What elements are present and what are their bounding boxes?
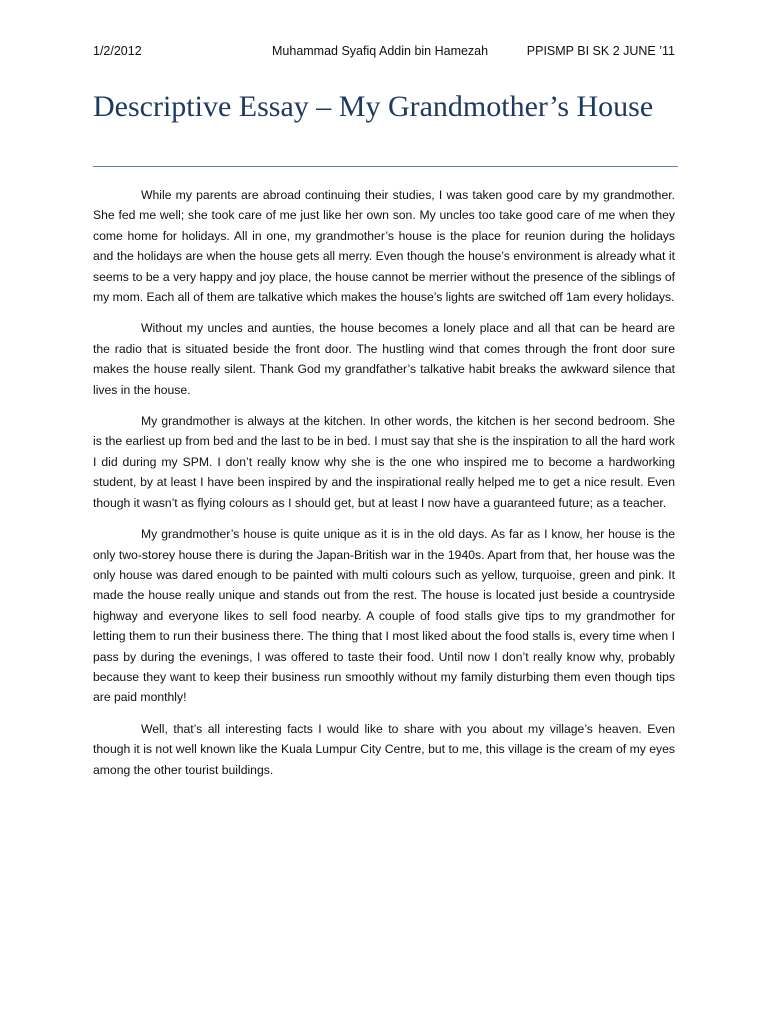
title-underline bbox=[93, 166, 678, 167]
paragraph-5: Well, that’s all interesting facts I would like to share with you about my village’s heaven. Even though it is not well known like the Kuala Lumpur City Centre, but to me, this village is the cream of my eyes among the other tourist buildings. bbox=[93, 721, 675, 777]
paragraph-4: My grandmother’s house is quite unique as it is in the old days. As far as I know, her house is the only two-storey house there is during the Japan-British war in the 1940s. Apart from that, her house was the only house was dared enough to be painted with multi colours such as yellow, turquoise, green and pink. It made the house really unique and stands out from the rest. The house is located just beside a countryside highway and everyone likes to sell food nearby. A couple of food stalls give tips to my grandmother for letting them to run their business there. The thing that I most liked about the food stalls is, every time when I pass by during the evenings, I was offered to taste their food. Until now I don’t really know why, probably because they want to keep their business run smoothly without my family disturbing them even though tips are paid monthly! bbox=[93, 527, 675, 705]
essay-body bbox=[93, 185, 675, 791]
header-course: PPISMP BI SK 2 JUNE ’11 bbox=[526, 44, 675, 58]
header-date: 1/2/2012 bbox=[93, 44, 142, 58]
header-author: Muhammad Syafiq Addin bin Hamezah bbox=[272, 44, 489, 58]
page-header bbox=[93, 44, 675, 62]
document-title: Descriptive Essay – My Grandmother’s House bbox=[93, 90, 654, 123]
paragraph-1: While my parents are abroad continuing their studies, I was taken good care by my grandmother. She fed me well; she took care of me just like her own son. My uncles too take good care of me when they come home for holidays. All in one, my grandmother’s house is the place for reunion during the holidays and the holidays are when the house gets all merry. Even though the house’s environment is already what it seems to be a very happy and joy place, the house cannot be merrier without the presence of the siblings of my mom. Each all of them are talkative which makes the house’s lights are switched off 1am every holidays. bbox=[93, 188, 675, 305]
paragraph-3: My grandmother is always at the kitchen. In other words, the kitchen is her second bedroom. She is the earliest up from bed and the last to be in bed. I must say that she is the inspiration to all the hard work I did during my SPM. I don’t really know why she is the one who inspired me to become a hardworking student, by at least I have been inspired by and the inspirational really helped me to get a nice result. Even though it wasn’t as flying colours as I should get, but at least I now have a guaranteed future; as a teacher. bbox=[93, 414, 675, 510]
paragraph-2: Without my uncles and aunties, the house becomes a lonely place and all that can be heard are the radio that is situated beside the front door. The hustling wind that comes through the front door sure makes the house really silent. Thank God my grandfather’s talkative habit breaks the awkward silence that lives in the house. bbox=[93, 321, 675, 397]
